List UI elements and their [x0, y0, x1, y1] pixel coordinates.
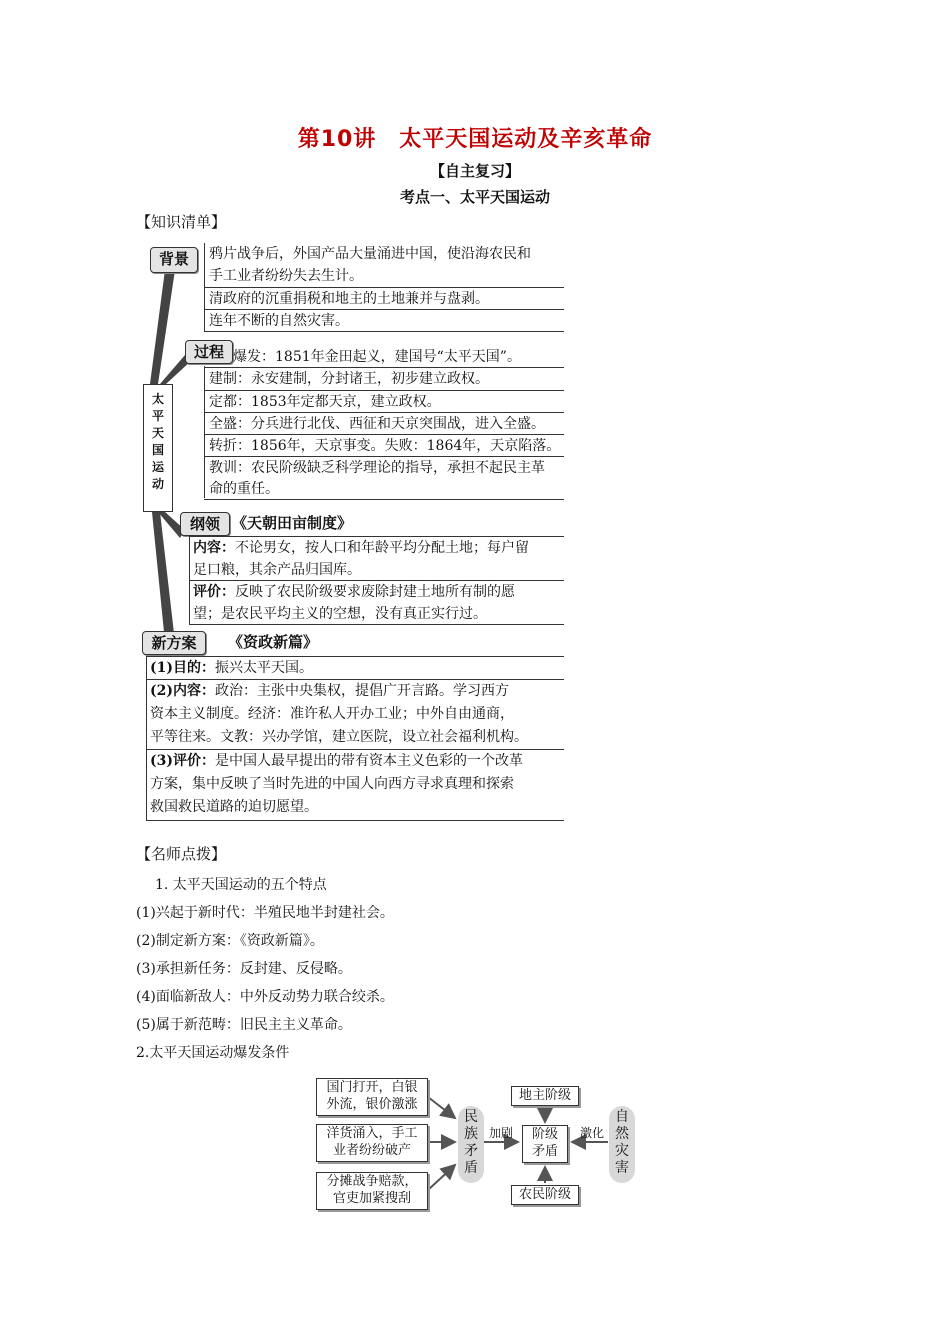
class-text: 阶级: [531, 1127, 558, 1142]
cause-text: 国门打开，白银: [326, 1080, 418, 1095]
oval-char: 然: [615, 1126, 629, 1142]
tip-title: 2.太平天国运动爆发条件: [136, 1045, 290, 1061]
cause-text: 业者纷纷破产: [332, 1143, 411, 1158]
center-char: 运: [151, 460, 164, 474]
tip-point: (3)承担新任务：反封建、反侵略。: [136, 961, 352, 977]
intensify-label: 激化: [580, 1126, 605, 1140]
cause-box: [316, 1124, 428, 1162]
process-line: 建制：永安建制，分封诸王，初步建立政权。: [209, 371, 489, 387]
page-title: 第10讲 太平天国运动及辛亥革命: [297, 127, 653, 152]
section-heading: 【自主复习】: [429, 162, 520, 180]
oval-char: 矛: [464, 1143, 478, 1159]
newplan-eval: 是中国人最早提出的带有资本主义色彩的一个改革: [215, 753, 523, 769]
tip-point: (1)兴起于新时代：半殖民地半封建社会。: [136, 905, 394, 921]
center-char: 平: [151, 409, 164, 423]
background-line: 连年不断的自然灾害。: [209, 313, 349, 329]
newplan-content: 政治：主张中央集权，提倡广开言路。学习西方: [215, 683, 509, 699]
natural-disaster: [609, 1106, 635, 1183]
newplan-content: 平等往来。文教：兴办学馆，建立医院，设立社会福利机构。: [150, 729, 528, 745]
oval-char: 族: [464, 1126, 478, 1142]
process-line: 定都：1853年定都天京，建立政权。: [209, 394, 441, 410]
content-key: (2)内容：: [150, 683, 215, 699]
cause-text: 分摊战争赔款，: [326, 1174, 418, 1189]
center-char: 动: [151, 477, 164, 491]
newplan-label: 新方案: [142, 631, 206, 655]
oval-char: 灾: [615, 1143, 629, 1159]
center-char: 太: [151, 392, 164, 406]
tips-label: 【名师点拨】: [136, 845, 227, 863]
process-line: 爆发：1851年金田起义，建国号“太平天国”。: [233, 349, 521, 365]
aggravate-label: 加剧: [489, 1126, 514, 1140]
program-content: 不论男女，按人口和年龄平均分配土地；每户留: [235, 540, 529, 556]
newplan-eval: 方案，集中反映了当时先进的中国人向西方寻求真理和探索: [150, 776, 514, 792]
cause-box: [316, 1078, 428, 1116]
program-content: 足口粮，其余产品归国库。: [193, 562, 361, 578]
class-conflict-box: [522, 1125, 568, 1163]
background-label: 背景: [150, 247, 198, 273]
cause-box: [316, 1172, 428, 1210]
newplan-content: 资本主义制度。经济：准许私人开办工业；中外自由通商，: [150, 706, 514, 722]
process-line: 转折：1856年，天京事变。失败：1864年，天京陷落。: [209, 438, 561, 454]
program-label: 纲领: [180, 512, 230, 536]
newplan-book: 《资政新篇》: [228, 633, 319, 651]
cause-text: 洋货涌入，手工: [326, 1126, 418, 1141]
newplan-eval: 救国救民道路的迫切愿望。: [150, 799, 318, 815]
process-label: 过程: [185, 340, 233, 364]
cause-text: 外流，银价激涨: [326, 1097, 418, 1112]
class-text: 矛盾: [531, 1144, 558, 1159]
tip-point: (2)制定新方案：《资政新篇》。: [136, 933, 324, 949]
oval-char: 民: [464, 1109, 478, 1125]
center-char: 国: [151, 443, 164, 457]
background-line: 手工业者纷纷失去生计。: [209, 268, 363, 284]
tip-point: (4)面临新敌人：中外反动势力联合绞杀。: [136, 989, 394, 1005]
content-key: 内容：: [193, 540, 235, 556]
process-line: 教训：农民阶级缺乏科学理论的指导，承担不起民主革: [209, 460, 545, 476]
program-eval: 望；是农民平均主义的空想，没有真正实行过。: [193, 606, 487, 622]
oval-char: 害: [615, 1160, 629, 1176]
topic-heading: 考点一、太平天国运动: [399, 188, 550, 206]
goal-key: (1)目的：: [150, 660, 215, 676]
program-eval: 反映了农民阶级要求废除封建土地所有制的愿: [235, 584, 515, 600]
eval-key: (3)评价：: [150, 753, 215, 769]
knowledge-label: 【知识清单】: [136, 213, 227, 231]
national-conflict: [458, 1106, 484, 1183]
process-line: 命的重任。: [209, 481, 279, 497]
center-char: 天: [151, 426, 164, 440]
peasant-box: 农民阶级: [511, 1185, 579, 1205]
background-line: 清政府的沉重捐税和地主的土地兼并与盘剥。: [209, 291, 489, 307]
oval-char: 自: [615, 1109, 629, 1125]
tip-point: (5)属于新范畴：旧民主主义革命。: [136, 1017, 352, 1033]
program-book: 《天朝田亩制度》: [232, 514, 353, 532]
newplan-goal: 振兴太平天国。: [215, 660, 313, 676]
process-line: 全盛：分兵进行北伐、西征和天京突围战，进入全盛。: [209, 416, 545, 432]
oval-char: 盾: [464, 1160, 478, 1176]
landlord-box: 地主阶级: [511, 1086, 579, 1106]
eval-key: 评价：: [193, 584, 235, 600]
cause-text: 官吏加紧搜刮: [332, 1191, 411, 1206]
tip-title: 1. 太平天国运动的五个特点: [155, 877, 327, 893]
background-line: 鸦片战争后，外国产品大量涌进中国，使沿海农民和: [209, 246, 531, 262]
